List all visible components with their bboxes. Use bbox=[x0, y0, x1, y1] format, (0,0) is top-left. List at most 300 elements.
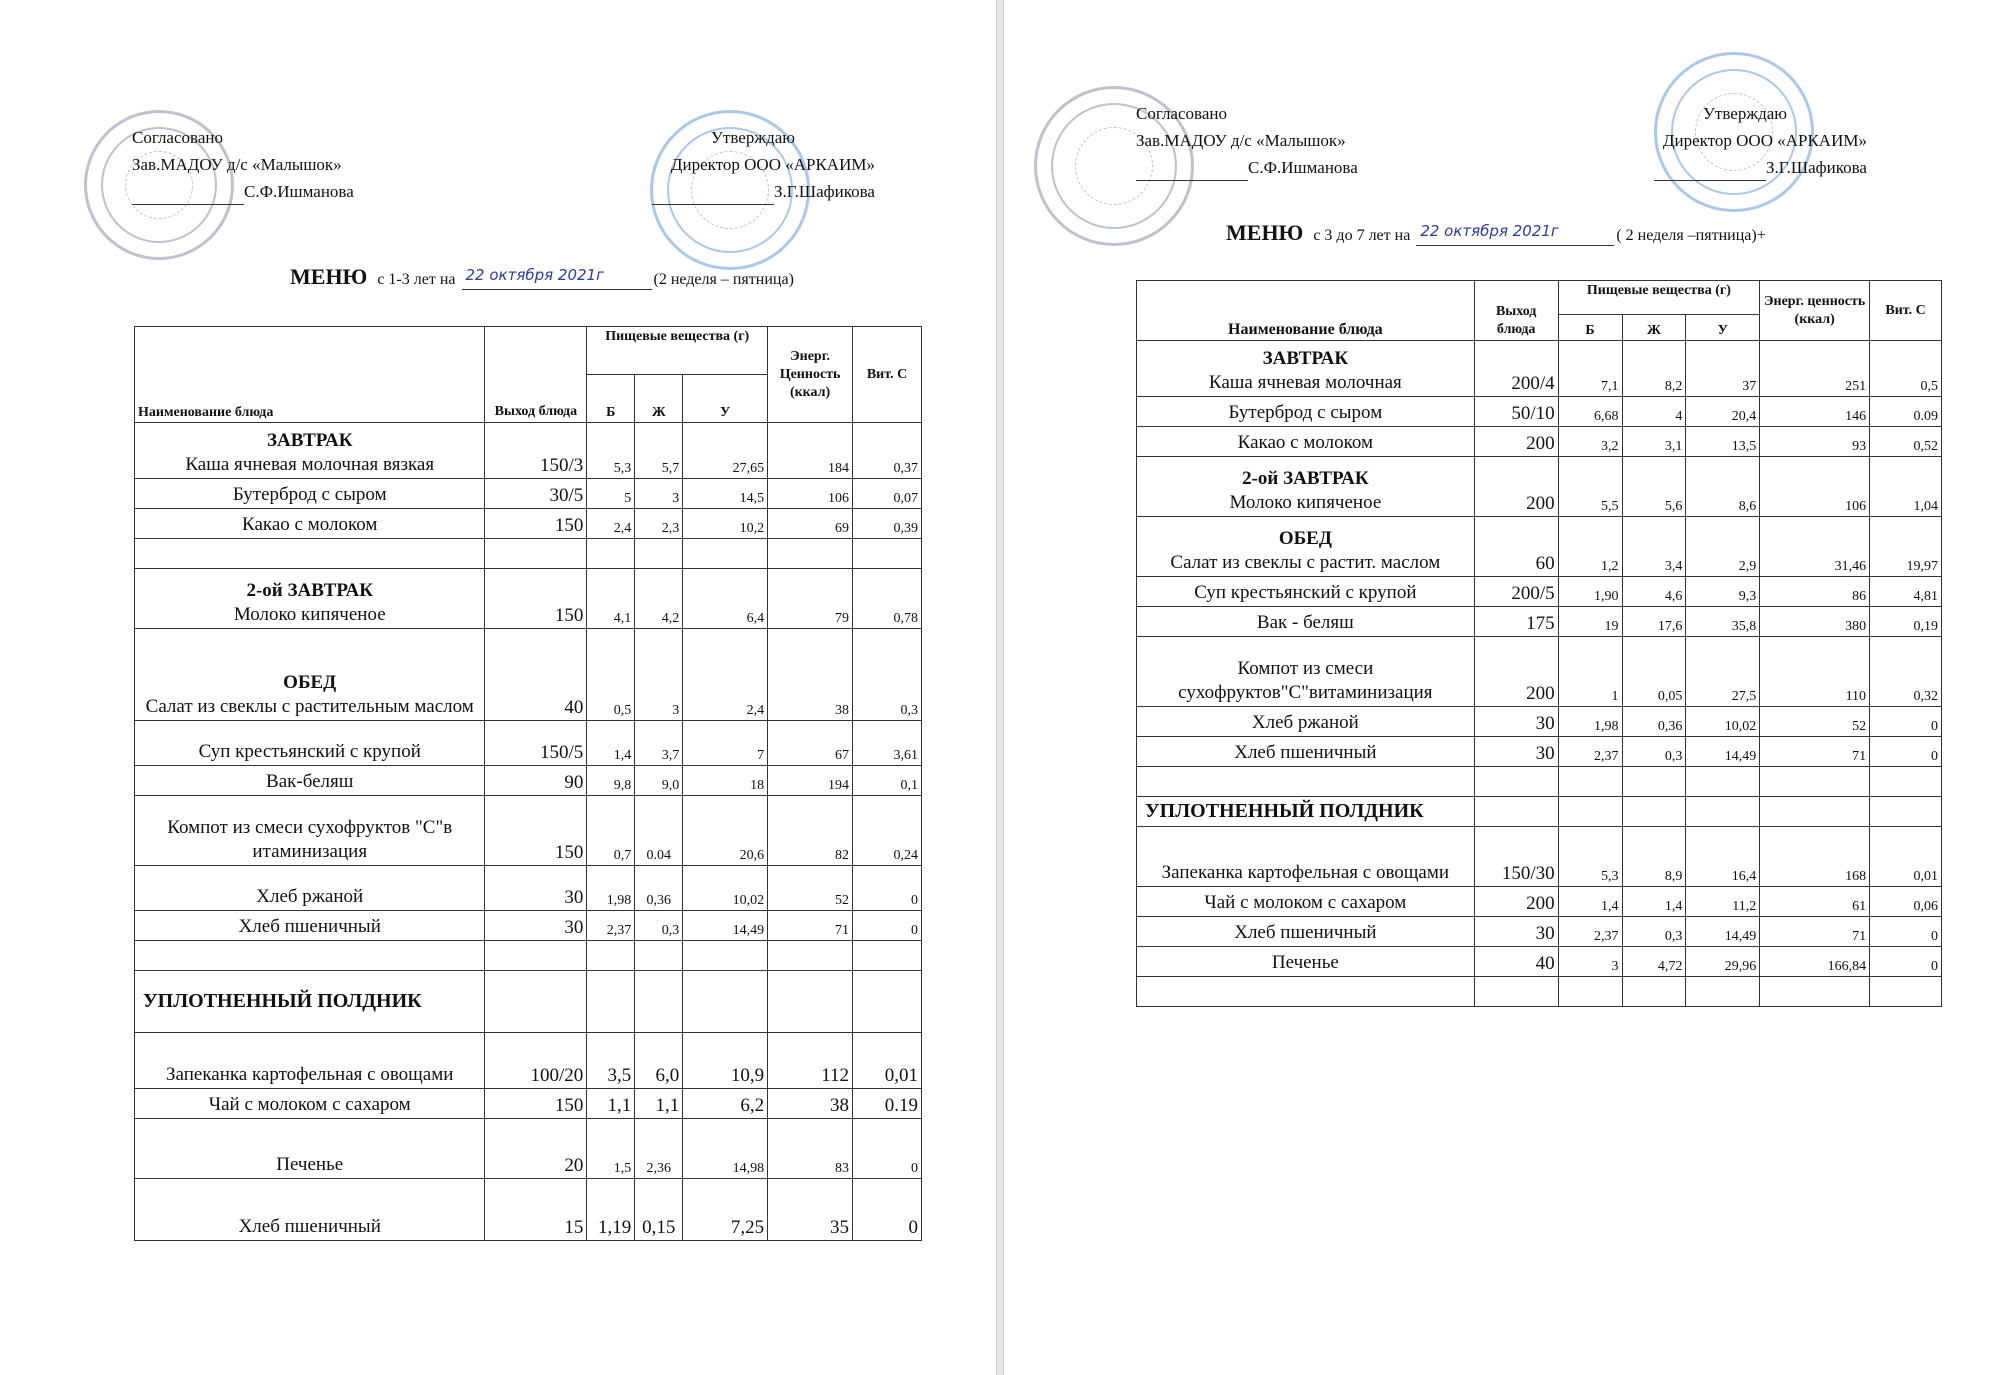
dish-name: Запеканка картофельная с овощами bbox=[1161, 862, 1450, 883]
section-title: ЗАВТРАК bbox=[1262, 348, 1349, 369]
table-row bbox=[135, 971, 922, 1033]
approval-label: Согласовано bbox=[1136, 104, 1227, 123]
header-dish-name: Наименование блюда bbox=[1137, 281, 1475, 341]
protein-cell: 3,5 bbox=[587, 1033, 635, 1089]
dish-cell bbox=[135, 569, 485, 629]
portion-cell: 50/10 bbox=[1474, 397, 1558, 427]
portion-cell: 150/30 bbox=[1474, 827, 1558, 887]
header-protein: Б bbox=[1558, 315, 1622, 341]
dish-cell bbox=[135, 1119, 485, 1179]
fat-cell bbox=[635, 941, 683, 971]
approval-person: З.Г.Шафикова bbox=[1766, 158, 1867, 177]
menu-date-handwritten: 22 октября 2021г bbox=[465, 266, 604, 284]
vitamin-c-cell: 19,97 bbox=[1870, 517, 1942, 577]
portion-cell bbox=[1474, 797, 1558, 827]
carbs-cell: 2,9 bbox=[1686, 517, 1760, 577]
header-dish-name: Наименование блюда bbox=[135, 327, 485, 423]
dish-cell bbox=[1137, 737, 1475, 767]
vitamin-c-cell: 0,39 bbox=[853, 509, 922, 539]
menu-title-main: МЕНЮ bbox=[290, 264, 368, 289]
table-row bbox=[1137, 607, 1942, 637]
carbs-cell: 16,4 bbox=[1686, 827, 1760, 887]
table-row bbox=[1137, 341, 1942, 397]
protein-cell: 5,3 bbox=[587, 423, 635, 479]
protein-cell: 3,2 bbox=[1558, 427, 1622, 457]
dish-name: Салат из свеклы с растительным маслом bbox=[145, 696, 474, 717]
fat-cell: 3 bbox=[635, 479, 683, 509]
vitamin-c-cell: 0,06 bbox=[1870, 887, 1942, 917]
section-title: 2-ой ЗАВТРАК bbox=[1242, 468, 1369, 489]
carbs-cell bbox=[683, 941, 768, 971]
header-protein: Б bbox=[587, 375, 635, 423]
fat-cell: 3,7 bbox=[635, 721, 683, 766]
energy-cell: 380 bbox=[1760, 607, 1870, 637]
energy-cell: 184 bbox=[768, 423, 853, 479]
portion-cell: 20 bbox=[485, 1119, 587, 1179]
dish-name: Запеканка картофельная с овощами bbox=[166, 1064, 454, 1085]
dish-name: Какао с молоком bbox=[1237, 432, 1374, 453]
fat-cell: 0,3 bbox=[1622, 737, 1686, 767]
fat-cell: 8,2 bbox=[1622, 341, 1686, 397]
portion-cell: 30 bbox=[485, 866, 587, 911]
menu-date-handwritten: 22 октября 2021г bbox=[1420, 222, 1559, 240]
dish-cell bbox=[1137, 517, 1475, 577]
table-row bbox=[135, 866, 922, 911]
protein-cell bbox=[587, 971, 635, 1033]
carbs-cell: 10,02 bbox=[1686, 707, 1760, 737]
protein-cell: 5 bbox=[587, 479, 635, 509]
dish-cell bbox=[135, 911, 485, 941]
protein-cell: 1,19 bbox=[587, 1179, 635, 1241]
header-nutrients: Пищевые вещества (г) bbox=[587, 327, 768, 375]
menu-title bbox=[1226, 220, 1766, 246]
vitamin-c-cell: 0,01 bbox=[1870, 827, 1942, 887]
portion-cell bbox=[1474, 977, 1558, 1007]
dish-name: Каша ячневая молочная bbox=[1208, 372, 1402, 393]
energy-cell: 69 bbox=[768, 509, 853, 539]
carbs-cell bbox=[1686, 797, 1760, 827]
vitamin-c-cell: 0,1 bbox=[853, 766, 922, 796]
protein-cell: 5,3 bbox=[1558, 827, 1622, 887]
vitamin-c-cell bbox=[853, 971, 922, 1033]
dish-name: Бутерброд с сыром bbox=[232, 484, 387, 505]
portion-cell: 60 bbox=[1474, 517, 1558, 577]
energy-cell: 110 bbox=[1760, 637, 1870, 707]
vitamin-c-cell: 0,07 bbox=[853, 479, 922, 509]
energy-cell: 251 bbox=[1760, 341, 1870, 397]
vitamin-c-cell: 0 bbox=[1870, 917, 1942, 947]
table-row bbox=[135, 1119, 922, 1179]
energy-cell: 31,46 bbox=[1760, 517, 1870, 577]
dish-cell bbox=[135, 971, 485, 1033]
dish-cell bbox=[135, 539, 485, 569]
energy-cell: 38 bbox=[768, 1089, 853, 1119]
dish-name: Печенье bbox=[276, 1154, 344, 1175]
fat-cell: 1,4 bbox=[1622, 887, 1686, 917]
dish-name: Чай с молоком с сахаром bbox=[1204, 892, 1407, 913]
approval-agreed-block bbox=[1136, 100, 1358, 181]
dish-cell bbox=[1137, 341, 1475, 397]
carbs-cell bbox=[1686, 767, 1760, 797]
header-fat: Ж bbox=[1622, 315, 1686, 341]
fat-cell: 1,1 bbox=[635, 1089, 683, 1119]
header-energy: Энерг. Ценность (ккал) bbox=[768, 327, 853, 423]
vitamin-c-cell: 0,3 bbox=[853, 629, 922, 721]
dish-name: Какао с молоком bbox=[242, 514, 378, 535]
dish-name: Суп крестьянский с крупой bbox=[198, 741, 421, 762]
section-title: УПЛОТНЕННЫЙ ПОЛДНИК bbox=[143, 990, 422, 1012]
carbs-cell: 29,96 bbox=[1686, 947, 1760, 977]
dish-cell bbox=[1137, 607, 1475, 637]
portion-cell: 200/5 bbox=[1474, 577, 1558, 607]
dish-name: Компот из смеси сухофруктов"С"витаминизация bbox=[1178, 658, 1433, 703]
energy-cell: 146 bbox=[1760, 397, 1870, 427]
portion-cell: 200 bbox=[1474, 427, 1558, 457]
portion-cell: 90 bbox=[485, 766, 587, 796]
energy-cell: 168 bbox=[1760, 827, 1870, 887]
carbs-cell: 13,5 bbox=[1686, 427, 1760, 457]
dish-cell bbox=[135, 1089, 485, 1119]
vitamin-c-cell bbox=[853, 941, 922, 971]
approval-position: Директор ООО «АРКАИМ» bbox=[1662, 131, 1867, 150]
portion-cell: 150 bbox=[485, 569, 587, 629]
energy-cell: 38 bbox=[768, 629, 853, 721]
portion-cell: 30 bbox=[1474, 707, 1558, 737]
right-page bbox=[1004, 0, 2000, 1375]
vitamin-c-cell: 0,37 bbox=[853, 423, 922, 479]
approval-person: С.Ф.Ишманова bbox=[244, 182, 354, 201]
energy-cell: 52 bbox=[1760, 707, 1870, 737]
table-row bbox=[135, 539, 922, 569]
table-row bbox=[1137, 827, 1942, 887]
dish-cell bbox=[1137, 977, 1475, 1007]
vitamin-c-cell bbox=[1870, 797, 1942, 827]
protein-cell bbox=[1558, 797, 1622, 827]
portion-cell: 40 bbox=[1474, 947, 1558, 977]
protein-cell: 4,1 bbox=[587, 569, 635, 629]
carbs-cell: 35,8 bbox=[1686, 607, 1760, 637]
approval-person: З.Г.Шафикова bbox=[774, 182, 875, 201]
energy-cell: 83 bbox=[768, 1119, 853, 1179]
dish-name: Хлеб ржаной bbox=[256, 886, 364, 907]
carbs-cell: 9,3 bbox=[1686, 577, 1760, 607]
portion-cell: 30 bbox=[485, 911, 587, 941]
vitamin-c-cell: 0 bbox=[1870, 707, 1942, 737]
fat-cell: 4 bbox=[1622, 397, 1686, 427]
dish-cell bbox=[1137, 707, 1475, 737]
carbs-cell bbox=[683, 539, 768, 569]
portion-cell: 40 bbox=[485, 629, 587, 721]
protein-cell: 1,4 bbox=[587, 721, 635, 766]
protein-cell: 1,98 bbox=[1558, 707, 1622, 737]
portion-cell: 30 bbox=[1474, 737, 1558, 767]
carbs-cell: 2,4 bbox=[683, 629, 768, 721]
table-row bbox=[1137, 737, 1942, 767]
energy-cell bbox=[1760, 797, 1870, 827]
dish-cell bbox=[135, 629, 485, 721]
dish-name: Чай с молоком с сахаром bbox=[208, 1094, 411, 1115]
signature-row bbox=[132, 178, 354, 205]
protein-cell bbox=[1558, 977, 1622, 1007]
table-row bbox=[1137, 917, 1942, 947]
table-row bbox=[135, 941, 922, 971]
protein-cell bbox=[587, 941, 635, 971]
carbs-cell: 6,2 bbox=[683, 1089, 768, 1119]
energy-cell: 106 bbox=[768, 479, 853, 509]
carbs-cell: 6,4 bbox=[683, 569, 768, 629]
portion-cell: 200 bbox=[1474, 887, 1558, 917]
table-row bbox=[135, 1089, 922, 1119]
protein-cell: 2,37 bbox=[587, 911, 635, 941]
energy-cell bbox=[768, 941, 853, 971]
protein-cell: 1,2 bbox=[1558, 517, 1622, 577]
protein-cell: 1,98 bbox=[587, 866, 635, 911]
dish-name: Хлеб пшеничный bbox=[238, 916, 381, 937]
table-row bbox=[1137, 707, 1942, 737]
vitamin-c-cell: 0 bbox=[1870, 737, 1942, 767]
energy-cell: 86 bbox=[1760, 577, 1870, 607]
vitamin-c-cell: 0.09 bbox=[1870, 397, 1942, 427]
portion-cell: 15 bbox=[485, 1179, 587, 1241]
dish-cell bbox=[1137, 767, 1475, 797]
vitamin-c-cell: 4,81 bbox=[1870, 577, 1942, 607]
fat-cell: 5,6 bbox=[1622, 457, 1686, 517]
vitamin-c-cell: 1,04 bbox=[1870, 457, 1942, 517]
energy-cell: 79 bbox=[768, 569, 853, 629]
vitamin-c-cell: 0,24 bbox=[853, 796, 922, 866]
portion-cell bbox=[485, 971, 587, 1033]
portion-cell: 200 bbox=[1474, 457, 1558, 517]
fat-cell: 0,36 bbox=[635, 866, 683, 911]
dish-name: Вак - беляш bbox=[1256, 612, 1354, 633]
energy-cell: 93 bbox=[1760, 427, 1870, 457]
signature-line bbox=[652, 185, 774, 205]
energy-cell: 112 bbox=[768, 1033, 853, 1089]
fat-cell bbox=[635, 971, 683, 1033]
menu-title-age: с 1-3 лет на bbox=[377, 271, 456, 288]
fat-cell: 2,3 bbox=[635, 509, 683, 539]
energy-cell bbox=[1760, 767, 1870, 797]
protein-cell: 19 bbox=[1558, 607, 1622, 637]
approval-position: Зав.МАДОУ д/с «Малышок» bbox=[132, 155, 342, 174]
portion-cell bbox=[485, 539, 587, 569]
header-portion: Выход блюда bbox=[485, 327, 587, 423]
approval-approved-block bbox=[652, 124, 875, 205]
protein-cell: 2,37 bbox=[1558, 917, 1622, 947]
header-energy: Энерг. ценность (ккал) bbox=[1760, 281, 1870, 341]
protein-cell bbox=[587, 539, 635, 569]
energy-cell: 106 bbox=[1760, 457, 1870, 517]
protein-cell: 7,1 bbox=[1558, 341, 1622, 397]
section-title: ОБЕД bbox=[283, 672, 337, 693]
energy-cell bbox=[1760, 977, 1870, 1007]
carbs-cell: 7 bbox=[683, 721, 768, 766]
protein-cell: 6,68 bbox=[1558, 397, 1622, 427]
header-fat: Ж bbox=[635, 375, 683, 423]
menu-table bbox=[1136, 280, 1942, 1007]
vitamin-c-cell: 0,19 bbox=[1870, 607, 1942, 637]
dish-cell bbox=[1137, 887, 1475, 917]
vitamin-c-cell: 0 bbox=[853, 1179, 922, 1241]
dish-name: Молоко кипяченое bbox=[1229, 492, 1382, 513]
dish-name: Печенье bbox=[1271, 952, 1339, 973]
dish-cell bbox=[135, 721, 485, 766]
menu-title-age: с 3 до 7 лет на bbox=[1313, 227, 1411, 244]
vitamin-c-cell: 0 bbox=[853, 866, 922, 911]
table-row bbox=[135, 1179, 922, 1241]
header-nutrients: Пищевые вещества (г) bbox=[1558, 281, 1760, 315]
protein-cell: 1 bbox=[1558, 637, 1622, 707]
portion-cell bbox=[485, 941, 587, 971]
table-row bbox=[1137, 397, 1942, 427]
table-row bbox=[135, 911, 922, 941]
fat-cell: 8,9 bbox=[1622, 827, 1686, 887]
table-row bbox=[1137, 977, 1942, 1007]
dish-cell bbox=[135, 1179, 485, 1241]
approval-approved-block bbox=[1654, 100, 1867, 181]
approval-agreed-block bbox=[132, 124, 354, 205]
fat-cell: 5,7 bbox=[635, 423, 683, 479]
table-row bbox=[1137, 797, 1942, 827]
dish-name: Хлеб ржаной bbox=[1251, 712, 1359, 733]
carbs-cell bbox=[1686, 977, 1760, 1007]
portion-cell: 150 bbox=[485, 1089, 587, 1119]
carbs-cell bbox=[683, 971, 768, 1033]
dish-cell bbox=[135, 1033, 485, 1089]
fat-cell: 3,1 bbox=[1622, 427, 1686, 457]
portion-cell: 30/5 bbox=[485, 479, 587, 509]
dish-cell bbox=[1137, 427, 1475, 457]
carbs-cell: 10,02 bbox=[683, 866, 768, 911]
dish-cell bbox=[1137, 397, 1475, 427]
dish-cell bbox=[135, 941, 485, 971]
menu-title-week: (2 неделя – пятница) bbox=[653, 271, 794, 288]
dish-cell bbox=[1137, 827, 1475, 887]
fat-cell: 0,05 bbox=[1622, 637, 1686, 707]
portion-cell: 30 bbox=[1474, 917, 1558, 947]
table-row bbox=[135, 509, 922, 539]
energy-cell: 194 bbox=[768, 766, 853, 796]
energy-cell bbox=[768, 971, 853, 1033]
protein-cell: 1,90 bbox=[1558, 577, 1622, 607]
portion-cell bbox=[1474, 767, 1558, 797]
carbs-cell: 27,65 bbox=[683, 423, 768, 479]
dish-cell bbox=[135, 479, 485, 509]
protein-cell: 0,5 bbox=[587, 629, 635, 721]
fat-cell: 0,3 bbox=[635, 911, 683, 941]
portion-cell: 150/3 bbox=[485, 423, 587, 479]
header-vitamin-c: Вит. С bbox=[1870, 281, 1942, 341]
fat-cell: 0,36 bbox=[1622, 707, 1686, 737]
energy-cell: 71 bbox=[1760, 737, 1870, 767]
fat-cell: 0,15 bbox=[635, 1179, 683, 1241]
dish-name: Хлеб пшеничный bbox=[238, 1216, 381, 1237]
portion-cell: 200/4 bbox=[1474, 341, 1558, 397]
fat-cell: 2,36 bbox=[635, 1119, 683, 1179]
energy-cell: 166,84 bbox=[1760, 947, 1870, 977]
protein-cell: 3 bbox=[1558, 947, 1622, 977]
vitamin-c-cell: 0,32 bbox=[1870, 637, 1942, 707]
protein-cell: 0,7 bbox=[587, 796, 635, 866]
approval-label: Утверждаю bbox=[710, 128, 795, 147]
menu-date bbox=[462, 268, 652, 290]
carbs-cell: 8,6 bbox=[1686, 457, 1760, 517]
table-row bbox=[135, 629, 922, 721]
header-carbs: У bbox=[683, 375, 768, 423]
menu-date bbox=[1416, 224, 1614, 246]
energy-cell: 52 bbox=[768, 866, 853, 911]
dish-cell bbox=[135, 423, 485, 479]
dish-name: Вак-беляш bbox=[266, 771, 354, 792]
carbs-cell: 18 bbox=[683, 766, 768, 796]
dish-name: Компот из смеси сухофруктов "С"в итаминизация bbox=[167, 817, 453, 862]
table-row bbox=[1137, 637, 1942, 707]
carbs-cell: 37 bbox=[1686, 341, 1760, 397]
approval-position: Зав.МАДОУ д/с «Малышок» bbox=[1136, 131, 1346, 150]
fat-cell bbox=[1622, 797, 1686, 827]
fat-cell: 0,3 bbox=[1622, 917, 1686, 947]
fat-cell bbox=[1622, 977, 1686, 1007]
table-row bbox=[1137, 887, 1942, 917]
dish-cell bbox=[135, 796, 485, 866]
vitamin-c-cell: 0 bbox=[853, 911, 922, 941]
carbs-cell: 14,98 bbox=[683, 1119, 768, 1179]
approval-label: Согласовано bbox=[132, 128, 223, 147]
carbs-cell: 14,49 bbox=[1686, 917, 1760, 947]
menu-title-main: МЕНЮ bbox=[1226, 220, 1304, 245]
energy-cell: 67 bbox=[768, 721, 853, 766]
portion-cell: 150 bbox=[485, 796, 587, 866]
carbs-cell: 20,6 bbox=[683, 796, 768, 866]
portion-cell: 200 bbox=[1474, 637, 1558, 707]
dish-name: Каша ячневая молочная вязкая bbox=[185, 454, 435, 475]
portion-cell: 150 bbox=[485, 509, 587, 539]
left-page bbox=[0, 0, 996, 1375]
dish-cell bbox=[135, 509, 485, 539]
dish-name: Салат из свеклы с растит. маслом bbox=[1170, 552, 1441, 573]
carbs-cell: 14,5 bbox=[683, 479, 768, 509]
fat-cell: 4,6 bbox=[1622, 577, 1686, 607]
signature-line bbox=[1654, 161, 1766, 181]
header-vitamin-c: Вит. С bbox=[853, 327, 922, 423]
section-title: ЗАВТРАК bbox=[266, 430, 353, 451]
energy-cell: 61 bbox=[1760, 887, 1870, 917]
carbs-cell: 20,4 bbox=[1686, 397, 1760, 427]
protein-cell: 2,37 bbox=[1558, 737, 1622, 767]
table-row bbox=[1137, 457, 1942, 517]
vitamin-c-cell bbox=[1870, 767, 1942, 797]
energy-cell: 35 bbox=[768, 1179, 853, 1241]
signature-row bbox=[652, 178, 875, 205]
dish-name: Хлеб пшеничный bbox=[1234, 922, 1377, 943]
table-row bbox=[135, 766, 922, 796]
dish-cell bbox=[1137, 797, 1475, 827]
fat-cell: 9,0 bbox=[635, 766, 683, 796]
table-row bbox=[1137, 947, 1942, 977]
carbs-cell: 11,2 bbox=[1686, 887, 1760, 917]
signature-row bbox=[1654, 154, 1867, 181]
vitamin-c-cell: 0,78 bbox=[853, 569, 922, 629]
carbs-cell: 10,9 bbox=[683, 1033, 768, 1089]
carbs-cell: 14,49 bbox=[1686, 737, 1760, 767]
fat-cell bbox=[635, 539, 683, 569]
table-row bbox=[135, 569, 922, 629]
energy-cell: 71 bbox=[1760, 917, 1870, 947]
signature-line bbox=[132, 185, 244, 205]
section-title: УПЛОТНЕННЫЙ ПОЛДНИК bbox=[1145, 800, 1424, 822]
approval-label: Утверждаю bbox=[1702, 104, 1787, 123]
protein-cell: 1,4 bbox=[1558, 887, 1622, 917]
